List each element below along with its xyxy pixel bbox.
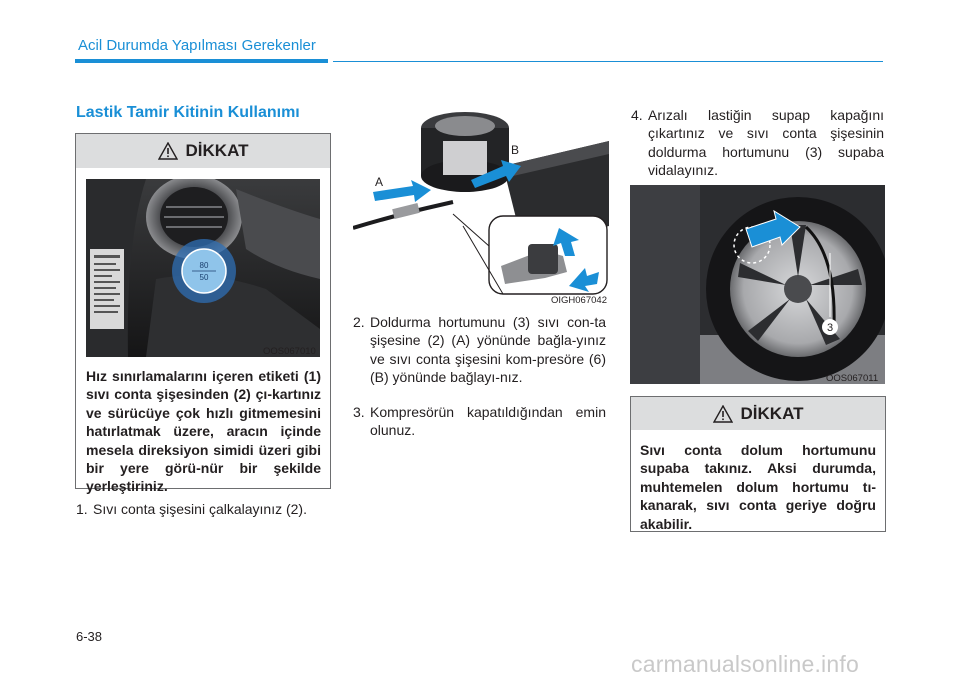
step-number: 1.: [76, 501, 88, 517]
dashboard-illustration: [86, 179, 320, 357]
caution-text-right: Sıvı conta dolum hortumunu supaba takınız. Aksi durumda, muhtemelen dolum hortumu tı-kanarak, sıvı conta geriye doğru akabilir.: [640, 442, 876, 532]
step-number: 3.: [353, 404, 365, 420]
section-title: Lastik Tamir Kitinin Kullanımı: [76, 104, 300, 121]
speed-label-80: 80: [199, 261, 209, 270]
step-text: Arızalı lastiğin supap kapağını çıkartınız ve sıvı conta şişesinin doldurma hortumunu (3) supaba vidalayınız.: [648, 107, 884, 179]
warning-triangle-icon: [713, 405, 733, 423]
step-text: Kompresörün kapatıldığından emin olunuz.: [370, 404, 606, 439]
label-3: 3: [826, 322, 834, 334]
header-rule-thick: [75, 59, 328, 63]
header-rule-thin: [333, 61, 883, 62]
label-b: B: [511, 143, 520, 157]
image-code-right: OOS067011: [826, 373, 879, 384]
step-number: 4.: [631, 107, 643, 123]
caution-heading: DİKKAT: [740, 403, 804, 423]
image-code-middle: OIGH067042: [551, 295, 607, 306]
tire-valve-illustration: [630, 185, 885, 384]
watermark: carmanualsonline.info: [631, 651, 859, 677]
step-text: Doldurma hortumunu (3) sıvı con-ta şişesine (2) (A) yönünde bağla-yınız ve sıvı conta şişesini kom-presöre (6) (B) yönünde bağlayı-nız.: [370, 314, 606, 386]
image-code-left: OOS067010: [263, 346, 316, 357]
chapter-title: Acil Durumda Yapılması Gerekenler: [78, 37, 316, 54]
caution-heading: DİKKAT: [185, 141, 249, 160]
caution-header: [631, 397, 885, 430]
caution-text-left: Hız sınırlamalarını içeren etiketi (1) sıvı conta şişesinden (2) çı-kartınız ve sürücüye çok hızlı gitmemesini hatırlatmak üzere, aracın içinde mesela direksiyon simidi üzeri gibi bir yere görü-nür bir şekilde yerleştiriniz.: [86, 368, 321, 495]
speed-label-50: 50: [199, 273, 209, 282]
warning-triangle-icon: [158, 142, 178, 160]
step-3: [353, 403, 606, 440]
caution-box-left: [75, 133, 331, 495]
caution-header: [76, 134, 330, 168]
step-number: 2.: [353, 314, 365, 330]
step-text: Sıvı conta şişesini çalkalayınız (2).: [93, 501, 307, 517]
kit-connection-illustration: [353, 106, 609, 306]
caution-box-right: [630, 396, 886, 532]
step-2: [353, 313, 606, 387]
label-a: A: [375, 175, 384, 189]
step-4: [631, 106, 884, 180]
step-1: [76, 500, 338, 518]
page-number: 6-38: [76, 629, 103, 644]
